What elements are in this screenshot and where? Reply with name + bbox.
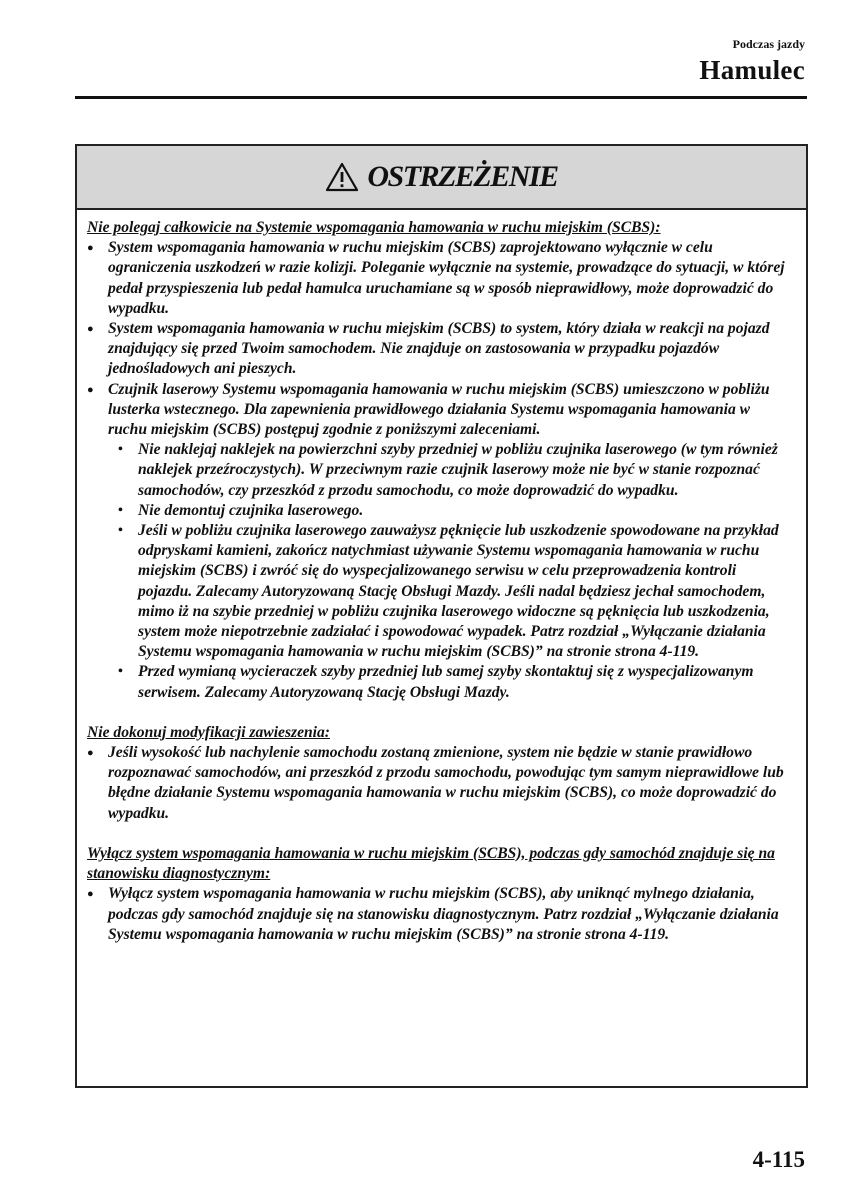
bullet-text: System wspomagania hamowania w ruchu miejskim (SCBS) zaprojektowano wyłącznie w celu ograniczenia uszkodzeń w razie kolizji. Poleganie wyłącznie na systemie, prowadzące do sytuacji, w której pedał przyspieszenia lub pedał hamulca uruchamiane są w sposób nieprawidłowy, może doprowadzić do wypadku. [108, 239, 785, 317]
bullet-text: System wspomagania hamowania w ruchu miejskim (SCBS) to system, który działa w reakcji na pojazd znajdujący się przed Twoim samochodem. Nie znajduje on zastosowania w przypadku pojazdów jednośladowych ani pieszych. [108, 320, 770, 378]
chapter-title: Hamulec [699, 55, 805, 85]
warning-section-heading: Wyłącz system wspomagania hamowania w ruchu miejskim (SCBS), podczas gdy samochód znajduje się na stanowisku diagnostycznym: [87, 844, 775, 883]
bullet-list [87, 884, 792, 945]
bullet-text: Jeśli wysokość lub nachylenie samochodu zostaną zmienione, system nie będzie w stanie prawidłowo rozpoznawać samochodów, ani przeszkód z przodu samochodu, powodując tym samym nieprawidłowe lub błędne działanie Systemu wspomagania hamowania w ruchu miejskim (SCBS), co może doprowadzić do wypadku. [108, 744, 784, 822]
warning-body [77, 210, 806, 945]
warning-section-heading: Nie dokonuj modyfikacji zawieszenia: [87, 723, 330, 741]
sub-bullet-item: • Jeśli w pobliżu czujnika laserowego zauważysz pęknięcie lub uszkodzenie spowodowane na przykład odpryskami kamieni, zakończ natychmiast używanie Systemu wspomagania hamowania w ruchu miejskim (SCBS) i zwróć się do wyspecjalizowanego serwisu w celu przeprowadzenia kontroli pojazdu. Zalecamy Autoryzowaną Stację Obsługi Mazdy. Jeśli nadal będziesz jechał samochodem, mimo iż na szybie przedniej w pobliżu czujnika laserowego widoczne są pęknięcia lub uszkodzenia, system może niepotrzebnie zadziałać i spowodować wypadek. Patrz rozdział „Wyłączanie działania Systemu wspomagania hamowania w ruchu miejskim (SCBS)” na stronie strona 4-119. [108, 521, 792, 662]
sub-bullet-item: • Przed wymianą wycieraczek szyby przedniej lub samej szyby skontaktuj się z wyspecjalizowanym serwisem. Zalecamy Autoryzowaną Stację Obsługi Mazdy. [108, 662, 792, 702]
page-number: 4-115 [752, 1147, 805, 1172]
sub-bullet-list [108, 440, 792, 703]
warning-header [77, 146, 806, 210]
bullet-text: Wyłącz system wspomagania hamowania w ruchu miejskim (SCBS), aby uniknąć mylnego działania, podczas gdy samochód znajduje się na stanowisku diagnostycznym. Patrz rozdział „Wyłączanie działania Systemu wspomagania hamowania w ruchu miejskim (SCBS)” na stronie strona 4-119. [108, 885, 779, 943]
bullet-text: Czujnik laserowy Systemu wspomagania hamowania w ruchu miejskim (SCBS) umieszczono w pobliżu lusterka wstecznego. Dla zapewnienia prawidłowego działania Systemu wspomagania hamowania w ruchu miejskim (SCBS) postępuj zgodnie z poniższymi zaleceniami. [108, 380, 770, 439]
warning-section [87, 844, 792, 945]
bullet-item [87, 238, 792, 319]
bullet-item [87, 319, 792, 380]
bullet-list [87, 238, 792, 703]
bullet-item [87, 380, 792, 703]
warning-title: OSTRZEŻENIE [367, 160, 558, 193]
section-label: Podczas jazdy [732, 37, 805, 51]
sub-bullet-item: • Nie naklejaj naklejek na powierzchni szyby przedniej w pobliżu czujnika laserowego (w tym również naklejek przeźroczystych). W przeciwnym razie czujnik laserowy może nie być w stanie rozpoznać samochodów, czy przeszkód z przodu samochodu, co może doprowadzić do wypadku. [108, 440, 792, 501]
header-divider [75, 96, 807, 99]
sub-bullet-item: • Nie demontuj czujnika laserowego. [108, 501, 792, 521]
warning-section [87, 218, 792, 703]
bullet-list [87, 743, 792, 824]
bullet-item [87, 884, 792, 945]
warning-section-heading: Nie polegaj całkowicie na Systemie wspomagania hamowania w ruchu miejskim (SCBS): [87, 219, 661, 236]
warning-box [75, 144, 808, 1088]
warning-section [87, 723, 792, 824]
bullet-item [87, 743, 792, 824]
warning-triangle-icon [325, 162, 359, 192]
